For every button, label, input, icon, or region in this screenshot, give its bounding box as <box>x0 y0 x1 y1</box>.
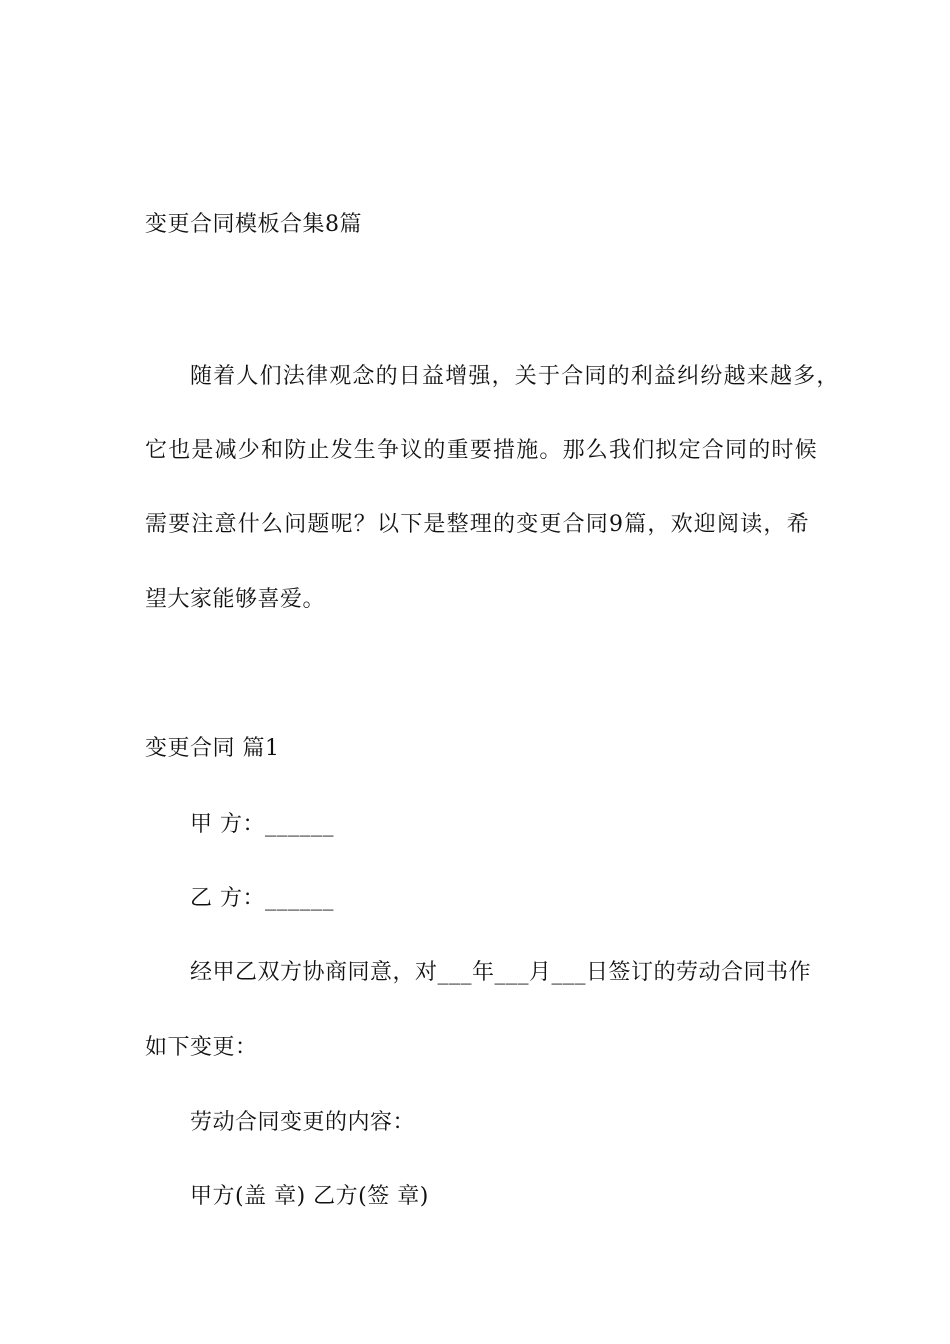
party-b-line: 乙 方：______ <box>190 886 334 911</box>
content-label: 劳动合同变更的内容： <box>190 1110 416 1135</box>
agreement-line-1: 经甲乙双方协商同意，对___年___月___日签订的劳动合同书作 <box>190 960 812 985</box>
intro-line-3: 需要注意什么问题呢？以下是整理的变更合同9篇，欢迎阅读，希 <box>145 512 810 537</box>
intro-line-1: 随着人们法律观念的日益增强，关于合同的利益纠纷越来越多， <box>190 364 840 389</box>
signature-line: 甲方(盖 章) 乙方(签 章) <box>190 1184 429 1209</box>
document-title: 变更合同模板合集8篇 <box>145 212 362 237</box>
agreement-line-2: 如下变更： <box>145 1035 258 1060</box>
section-heading: 变更合同 篇1 <box>145 736 280 761</box>
intro-line-4: 望大家能够喜爱。 <box>145 587 326 612</box>
intro-line-2: 它也是减少和防止发生争议的重要措施。那么我们拟定合同的时候 <box>145 438 818 463</box>
party-a-line: 甲 方：______ <box>190 812 334 837</box>
